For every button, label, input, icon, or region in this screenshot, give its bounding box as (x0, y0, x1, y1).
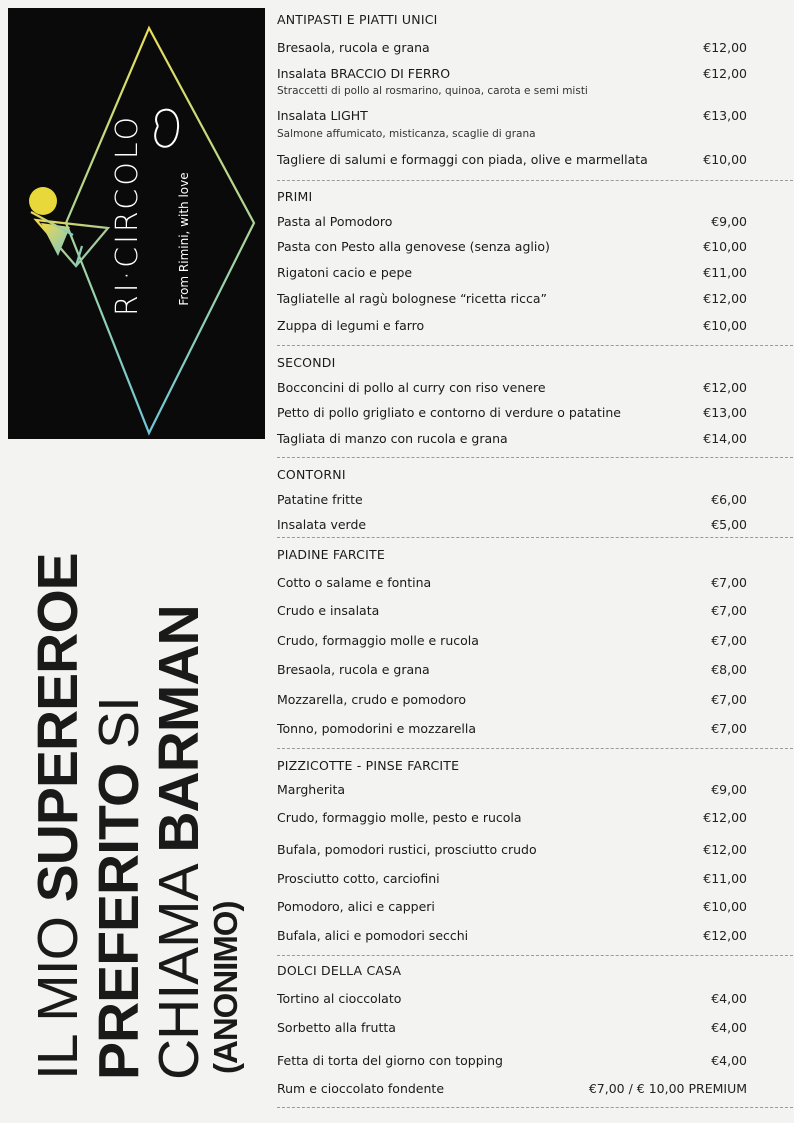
logo-panel (8, 8, 265, 439)
item-name: Tonno, pomodorini e mozzarella (277, 721, 476, 736)
item-price: €11,00 (703, 265, 747, 280)
item-name: Crudo, formaggio molle, pesto e rucola (277, 810, 522, 825)
item-name: Insalata verde (277, 517, 367, 532)
item-name: Insalata BRACCIO DI FERRO (277, 66, 451, 81)
item-price: €10,00 (703, 239, 747, 254)
slogan (26, 470, 249, 1080)
item-description: Salmone affumicato, misticanza, scaglie di grana (277, 128, 536, 140)
item-name: Fetta di torta del giorno con topping (277, 1053, 503, 1068)
section-title: PIADINE FARCITE (277, 547, 385, 562)
item-name: Rum e cioccolato fondente (277, 1081, 445, 1096)
item-price: €4,00 (711, 1020, 747, 1035)
item-name: Tagliatelle al ragù bolognese “ricetta ricca” (277, 291, 548, 306)
item-price: €14,00 (703, 431, 747, 446)
item-price: €12,00 (703, 810, 747, 825)
item-name: Tagliere di salumi e formaggi con piada, olive e marmellata (277, 152, 648, 167)
item-price: €10,00 (703, 152, 747, 167)
loop-swirl-icon (155, 110, 178, 147)
item-price: €12,00 (703, 928, 747, 943)
section-title: CONTORNI (277, 467, 346, 482)
item-name: Bufala, pomodori rustici, prosciutto crudo (277, 842, 537, 857)
item-name: Bresaola, rucola e grana (277, 40, 430, 55)
item-name: Sorbetto alla frutta (277, 1020, 396, 1035)
slogan-line-3: CHIAMA BARMAN (147, 605, 211, 1080)
slogan-line-1: IL MIO SUPEREROE (26, 553, 90, 1080)
item-name: Crudo, formaggio molle e rucola (277, 633, 479, 648)
slogan-attribution: (ANONIMO) (207, 901, 244, 1074)
item-price: €7,00 / € 10,00 PREMIUM (588, 1081, 747, 1096)
item-name: Rigatoni cacio e pepe (277, 265, 413, 280)
item-price: €6,00 (711, 492, 747, 507)
item-price: €8,00 (711, 662, 747, 677)
section-title: PRIMI (277, 189, 313, 204)
item-price: €9,00 (711, 214, 747, 229)
item-price: €7,00 (711, 575, 747, 590)
item-price: €10,00 (703, 318, 747, 333)
item-price: €11,00 (703, 871, 747, 886)
brand-name: RI·CIRCOLO (110, 113, 145, 317)
section-divider (277, 748, 793, 749)
section-divider (277, 345, 793, 346)
item-price: €9,00 (711, 782, 747, 797)
item-price: €12,00 (703, 842, 747, 857)
item-price: €7,00 (711, 692, 747, 707)
item-name: Mozzarella, crudo e pomodoro (277, 692, 466, 707)
item-name: Patatine fritte (277, 492, 363, 507)
section-divider (277, 955, 793, 956)
item-price: €4,00 (711, 991, 747, 1006)
item-price: €12,00 (703, 40, 747, 55)
item-name: Crudo e insalata (277, 603, 380, 618)
item-price: €4,00 (711, 1053, 747, 1068)
item-price: €7,00 (711, 721, 747, 736)
item-description: Straccetti di pollo al rosmarino, quinoa, carota e semi misti (277, 85, 588, 97)
section-title: PIZZICOTTE - PINSE FARCITE (277, 758, 460, 773)
item-price: €13,00 (703, 405, 747, 420)
item-name: Insalata LIGHT (277, 108, 368, 123)
item-price: €12,00 (703, 380, 747, 395)
item-price: €12,00 (703, 66, 747, 81)
item-name: Petto di pollo grigliato e contorno di verdure o patatine (277, 405, 622, 420)
item-name: Zuppa di legumi e farro (277, 318, 425, 333)
item-name: Bocconcini di pollo al curry con riso venere (277, 380, 546, 395)
item-name: Margherita (277, 782, 346, 797)
item-name: Cotto o salame e fontina (277, 575, 432, 590)
slogan-line-2: PREFERITO SI (87, 697, 151, 1080)
item-price: €12,00 (703, 291, 747, 306)
item-price: €7,00 (711, 633, 747, 648)
item-name: Pasta al Pomodoro (277, 214, 393, 229)
item-name: Bresaola, rucola e grana (277, 662, 430, 677)
item-price: €7,00 (711, 603, 747, 618)
brand-tagline: From Rimini, with love (177, 172, 191, 306)
item-price: €10,00 (703, 899, 747, 914)
item-name: Tortino al cioccolato (277, 991, 402, 1006)
item-price: €5,00 (711, 517, 747, 532)
diamond-frame-icon (66, 28, 254, 433)
section-title: ANTIPASTI E PIATTI UNICI (277, 12, 438, 27)
section-title: DOLCI DELLA CASA (277, 963, 402, 978)
section-divider (277, 457, 793, 458)
item-name: Bufala, alici e pomodori secchi (277, 928, 469, 943)
section-divider (277, 537, 793, 538)
section-title: SECONDI (277, 355, 336, 370)
section-divider (277, 180, 793, 181)
item-name: Pomodoro, alici e capperi (277, 899, 435, 914)
item-name: Prosciutto cotto, carciofini (277, 871, 440, 886)
section-divider (277, 1107, 793, 1108)
item-name: Tagliata di manzo con rucola e grana (277, 431, 508, 446)
item-name: Pasta con Pesto alla genovese (senza aglio) (277, 239, 550, 254)
item-price: €13,00 (703, 108, 747, 123)
